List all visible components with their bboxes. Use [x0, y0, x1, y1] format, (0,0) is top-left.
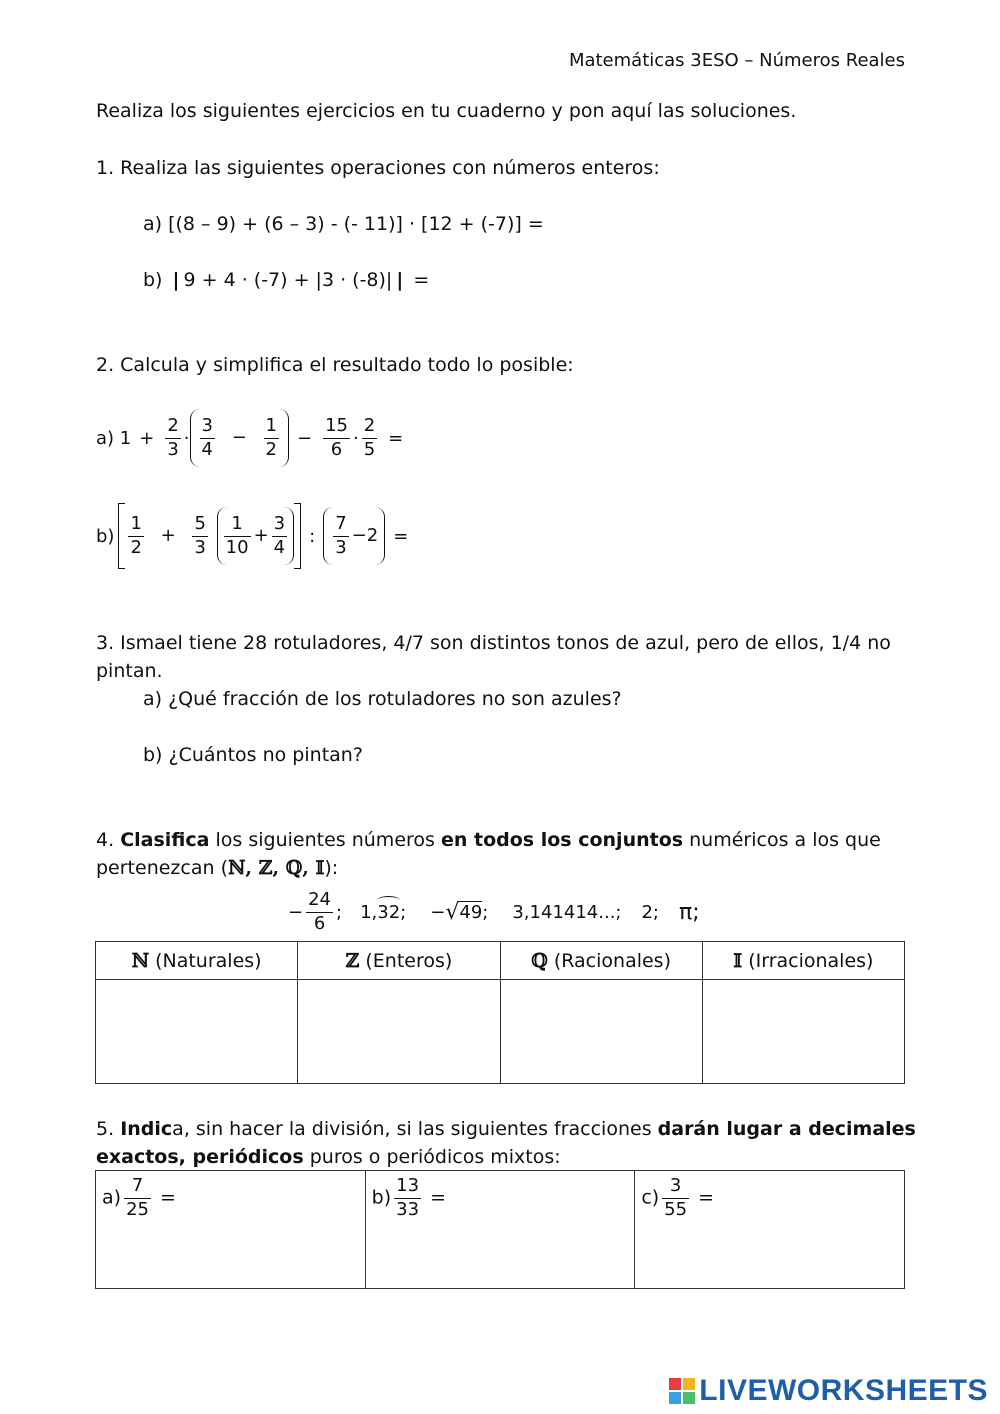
classification-table — [95, 941, 905, 1084]
answer-cell-enteros[interactable] — [298, 980, 500, 1084]
exercise-4-line1: 4. Clasifica los siguientes números en todos los conjuntos numéricos a los que — [96, 829, 881, 851]
exercise-2a-label: a) 1 — [96, 427, 132, 449]
header-racionales: ℚ (Racionales) — [500, 942, 702, 980]
header-naturales: ℕ (Naturales) — [96, 942, 298, 980]
exercise-5-line1: 5. Indica, sin hacer la división, si las siguientes fracciones darán lugar a decimales — [96, 1118, 916, 1140]
number-sets: ℕ, ℤ, ℚ, 𝕀 — [228, 857, 325, 879]
exercise-3-line1: 3. Ismael tiene 28 rotuladores, 4/7 son distintos tonos de azul, pero de ellos, 1/4 no — [96, 632, 891, 654]
exercise-3-line2: pintan. — [96, 660, 163, 682]
exercise-2a-expression: a) 1 + $\frac{2}{3}$ · $\frac{3}{4}$ − $\frac{1}{2}$ − $\frac{15}{6}$ · $\frac{2}{5}$ = — [96, 408, 411, 468]
fraction-cell-a[interactable]: a) $\frac{7}{25}$ = — [96, 1171, 366, 1289]
numbers-to-classify: − $\frac{24}{6}$ ; 1, 32 ; − √ 49 ; 3,141414...; 2; π; — [288, 889, 700, 934]
liveworksheets-logo: LIVEWORKSHEETS — [669, 1374, 988, 1408]
exercise-3b: b) ¿Cuántos no pintan? — [143, 744, 363, 766]
header-enteros: ℤ (Enteros) — [298, 942, 500, 980]
answer-cell-irracionales[interactable] — [702, 980, 904, 1084]
exercise-1b-label: b) — [143, 269, 163, 291]
fraction-cell-c[interactable]: c) $\frac{3}{55}$ = — [635, 1171, 905, 1289]
fraction-cell-b[interactable]: b) $\frac{13}{33}$ = — [365, 1171, 635, 1289]
exercise-2b-expression: b) $\frac{1}{2}$ + $\frac{5}{3}$ $\frac{1}{10}$ + $\frac{3}{4}$ : $\frac{7}{3}$ −2 = — [96, 500, 416, 572]
fractions-table — [95, 1170, 905, 1289]
exercise-5-line2: exactos, periódicos puros o periódicos mixtos: — [96, 1146, 561, 1168]
exercise-4-line2: pertenezcan (ℕ, ℤ, ℚ, 𝕀): — [96, 857, 339, 879]
exercise-1b-expression: 9 + 4 · (-7) + |3 · (-8)| — [183, 269, 393, 291]
exercise-1b: b) | 9 + 4 · (-7) + |3 · (-8)| | = — [143, 269, 430, 291]
answer-cell-racionales[interactable] — [500, 980, 702, 1084]
intro-text: Realiza los siguientes ejercicios en tu cuaderno y pon aquí las soluciones. — [96, 100, 797, 122]
header-irracionales: 𝕀 (Irracionales) — [702, 942, 904, 980]
exercise-2-title: 2. Calcula y simplifica el resultado todo lo posible: — [96, 354, 574, 376]
answer-cell-naturales[interactable] — [96, 980, 298, 1084]
exercise-1-title: 1. Realiza las siguientes operaciones con números enteros: — [96, 157, 660, 179]
page-header: Matemáticas 3ESO – Números Reales — [568, 50, 905, 71]
exercise-1a: a) [(8 – 9) + (6 – 3) - (- 11)] · [12 + (-7)] = — [143, 213, 544, 235]
exercise-2b-label: b) — [96, 525, 115, 547]
logo-icon — [669, 1378, 695, 1404]
exercise-3a: a) ¿Qué fracción de los rotuladores no son azules? — [143, 688, 622, 710]
